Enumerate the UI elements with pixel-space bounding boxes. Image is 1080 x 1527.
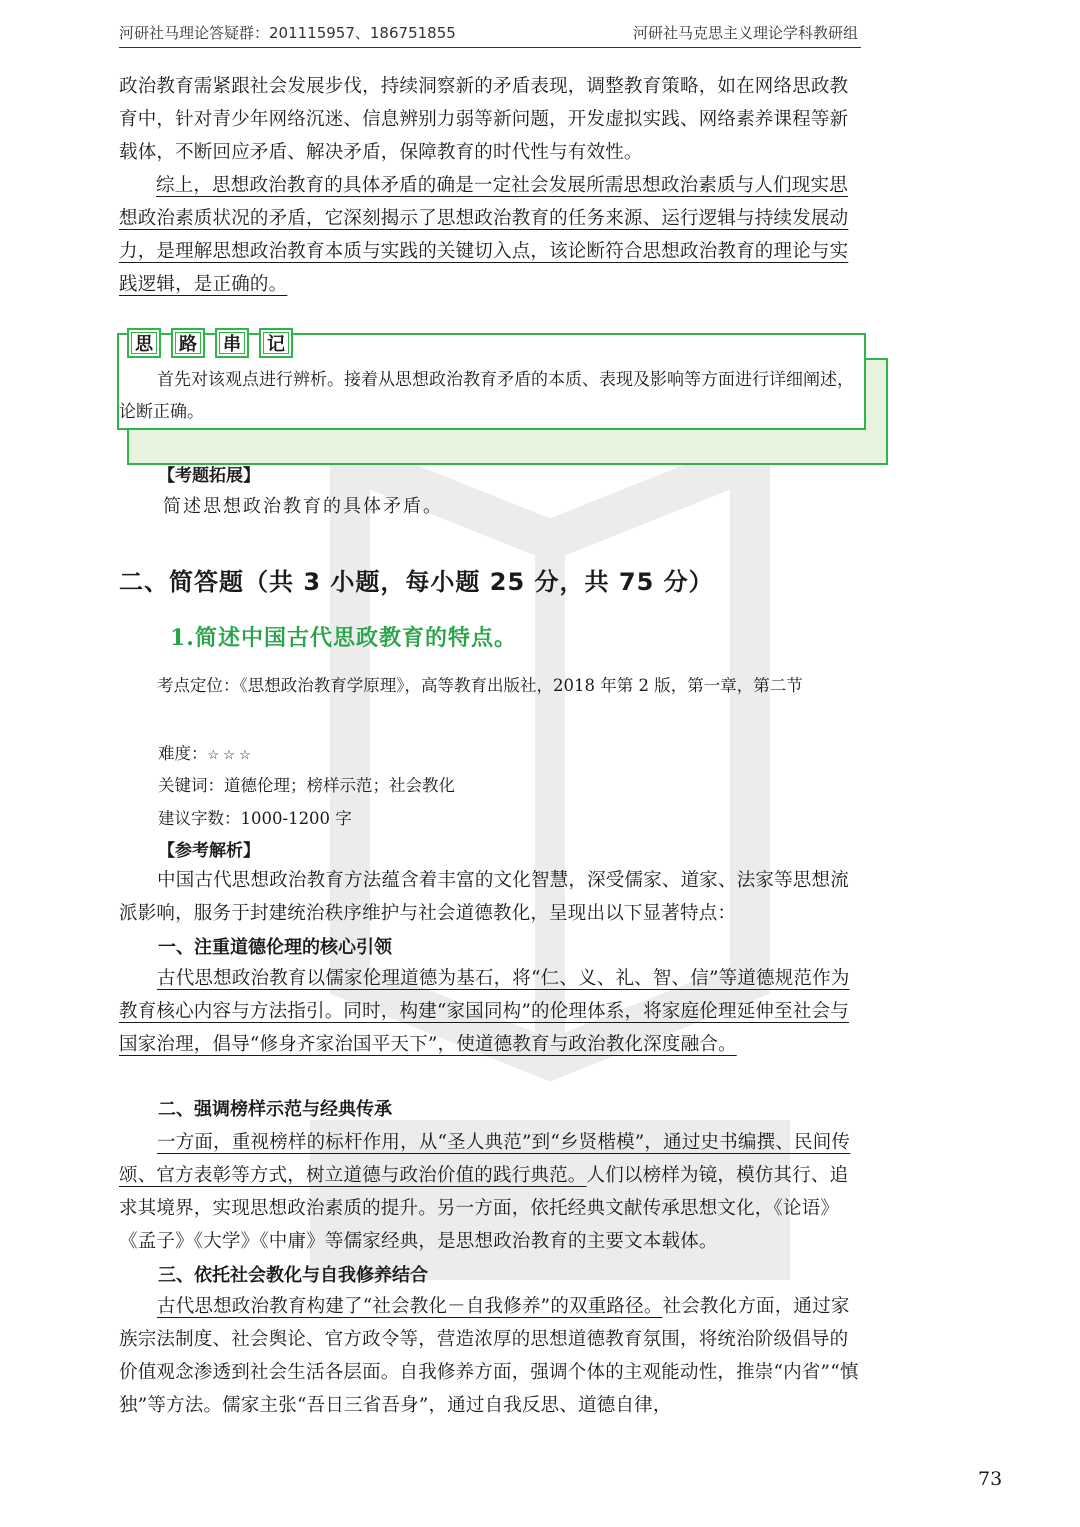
point-heading: 三、依托社会教化与自我修养结合 [158,1265,428,1286]
difficulty-label: 难度： [158,744,208,763]
point-heading: 二、强调榜样示范与经典传承 [158,1099,392,1120]
analysis-intro: 中国古代思想政治教育方法蕴含着丰富的文化智慧，深受儒家、道家、法家等思想流派影响，服务于封建统治秩序维护与社会道德教化，呈现出以下显著特点： [119,870,849,924]
point-underlined: 古代思想政治教育以儒家伦理道德为基石，将“仁、义、礼、智、信”等道德规范作为教育核心内容与方法指引。同时，构建“家国同构”的伦理体系，将家庭伦理延伸至社会与国家治理，倡导“修身齐家治国平天下”，使道德教育与政治教化深度融合。 [119,968,850,1055]
note-tag: 思 [127,328,161,358]
question-location: 考点定位：《思想政治教育学原理》，高等教育出版社，2018 年第 2 版，第一章，第二节 [157,676,803,695]
extension-text: 简述思想政治教育的具体矛盾。 [163,496,443,517]
point-paragraph [119,962,861,1061]
point-heading: 一、注重道德伦理的核心引领 [158,937,392,958]
section-title: 二、简答题（共 3 小题，每小题 25 分，共 75 分） [119,568,714,596]
header-divider [119,47,861,48]
note-tag: 路 [171,328,205,358]
point-rest: 人们以榜样为镜，模仿其行、追求其境界，实现思想政治素质的提升。另一方面，依托经典文献传承思想文化，《论语》《孟子》《大学》《中庸》等儒家经典，是思想政治教育的主要文本载体。 [119,1165,849,1252]
question-difficulty [158,740,251,764]
conclusion-text: 综上，思想政治教育的具体矛盾的确是一定社会发展所需思想政治素质与人们现实思想政治素质状况的矛盾，它深刻揭示了思想政治教育的任务来源、运行逻辑与持续发展动力，是理解思想政治教育本质与实践的关键切入点，该论断符合思想政治教育的理论与实践逻辑，是正确的。 [119,175,849,295]
point-rest: 社会教化方面，通过家族宗法制度、社会舆论、官方政令等，营造浓厚的思想道德教育氛围，将统治阶级倡导的价值观念渗透到社会生活各层面。自我修养方面，强调个体的主观能动性，推崇“内省”“慎独”等方法。儒家主张“吾日三省吾身”，通过自我反思、道德自律， [119,1296,859,1416]
note-tag: 记 [259,328,293,358]
header-left-text: 河研社马理论答疑群：201115957、186751855 [119,24,456,42]
question-title: 1.简述中国古代思政教育的特点。 [170,625,517,651]
note-tag: 串 [215,328,249,358]
note-text: 首先对该观点进行辨析。接着从思想政治教育矛盾的本质、表现及影响等方面进行详细阐述，论断正确。 [119,370,854,422]
point-paragraph [119,1126,861,1258]
point-underlined: 一方面，重视榜样的标杆作用，从“圣人典范”到“乡贤楷模”，通过史书编撰、民间传颂、官方表彰等方式，树立道德与政治价值的践行典范。 [119,1132,851,1186]
page-number: 73 [978,1468,1003,1490]
point-paragraph [119,1290,861,1422]
conclusion-paragraph [119,169,861,301]
question-keywords: 关键词：道德伦理；榜样示范；社会教化 [158,776,455,795]
intro-paragraph: 政治教育需紧跟社会发展步伐，持续洞察新的矛盾表现，调整教育策略，如在网络思政教育中，针对青少年网络沉迷、信息辨别力弱等新问题，开发虚拟实践、网络素养课程等新载体，不断回应矛盾、解决矛盾，保障教育的时代性与有效性。 [119,76,849,163]
extension-label: 【考题拓展】 [158,466,260,486]
analysis-label: 【参考解析】 [158,841,260,861]
header-right-text: 河研社马克思主义理论学科教研组 [632,24,858,42]
difficulty-stars: ☆ ☆ ☆ [207,748,251,763]
point-underlined: 古代思想政治教育构建了“社会教化－自我修养”的双重路径。 [157,1296,663,1317]
question-word-count: 建议字数：1000-1200 字 [158,809,352,828]
